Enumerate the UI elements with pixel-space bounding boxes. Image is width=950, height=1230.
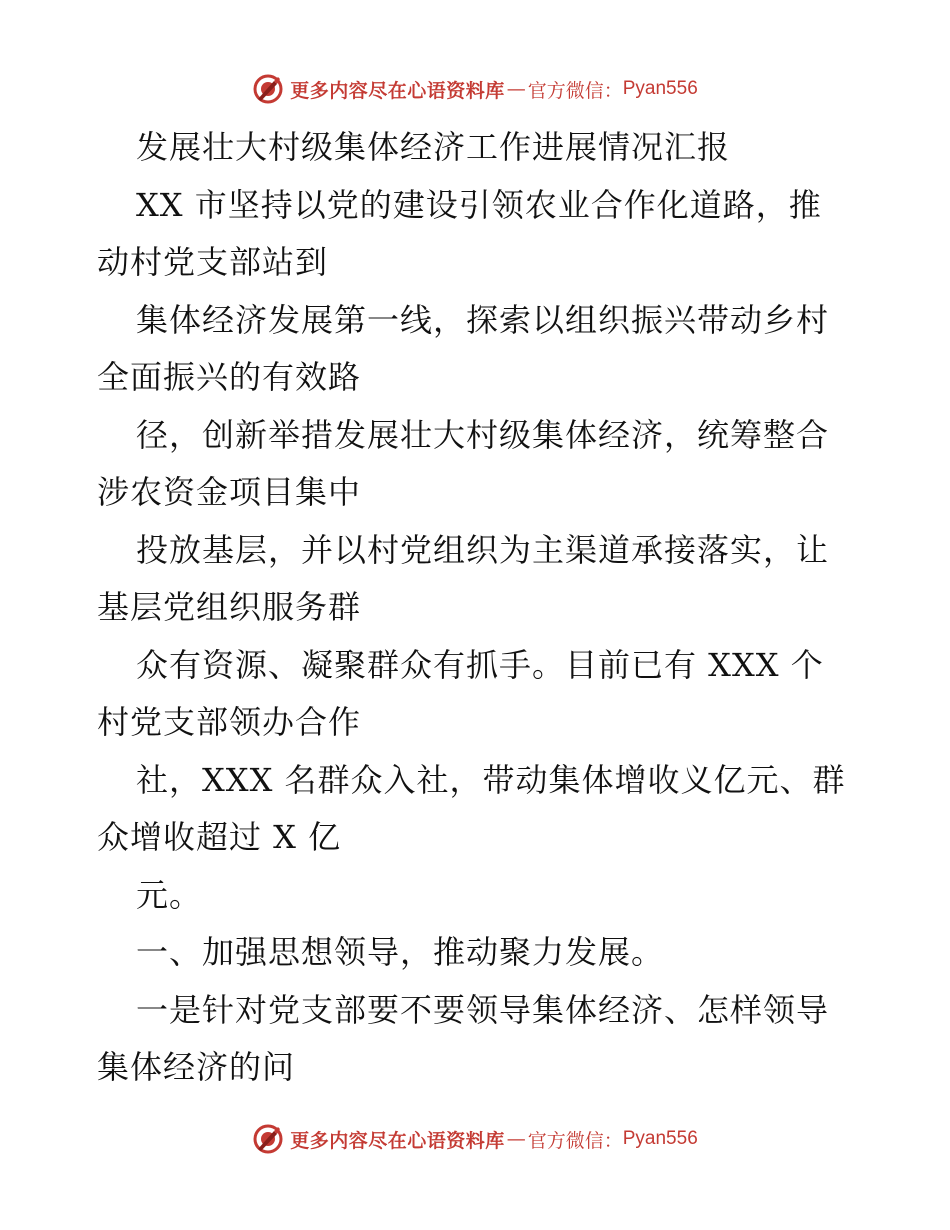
paragraph-line: 众有资源、凝聚群众有抓手。目前已有 XXX 个: [136, 646, 824, 684]
banner-dash: —: [506, 78, 526, 100]
paragraph-line: 社，XXX 名群众入社，带动集体增收义亿元、群: [136, 761, 846, 799]
pen-logo-icon: [252, 1123, 284, 1155]
paragraph-line: 众增收超过 X 亿: [97, 818, 342, 856]
banner-brand-text: 更多内容尽在心语资料库: [290, 79, 505, 102]
paragraph-line: 涉农资金项目集中: [97, 473, 362, 511]
header-banner: [0, 72, 950, 106]
banner-official-label: 官方微信：: [527, 1129, 623, 1152]
paragraph-line: 村党支部领办合作: [97, 703, 362, 741]
paragraph-line: 全面振兴的有效路: [97, 358, 362, 396]
paragraph-line: 元。: [136, 876, 203, 914]
banner-wechat-id: Pyan556: [622, 1128, 698, 1149]
paragraph-line: 径，创新举措发展壮大村级集体经济，统筹整合: [136, 416, 830, 454]
document-title: 发展壮大村级集体经济工作进展情况汇报: [136, 128, 731, 166]
paragraph-line: 基层党组织服务群: [97, 588, 362, 626]
paragraph-line: 一是针对党支部要不要领导集体经济、怎样领导: [136, 991, 830, 1029]
paragraph-line: XX 市坚持以党的建设引领农业合作化道路，推: [136, 186, 822, 224]
banner-wechat-id: Pyan556: [622, 78, 698, 99]
banner-official-label: 官方微信：: [527, 79, 623, 102]
paragraph-line: 投放基层，并以村党组织为主渠道承接落实，让: [136, 531, 830, 569]
footer-banner: [0, 1122, 950, 1156]
banner-dash: —: [506, 1128, 526, 1150]
paragraph-line: 集体经济的问: [97, 1048, 296, 1086]
paragraph-line: 一、加强思想领导，推动聚力发展。: [136, 933, 665, 971]
paragraph-line: 动村党支部站到: [97, 243, 329, 281]
paragraph-line: 集体经济发展第一线，探索以组织振兴带动乡村: [136, 301, 830, 339]
pen-logo-icon: [252, 73, 284, 105]
banner-brand-text: 更多内容尽在心语资料库: [290, 1129, 505, 1152]
